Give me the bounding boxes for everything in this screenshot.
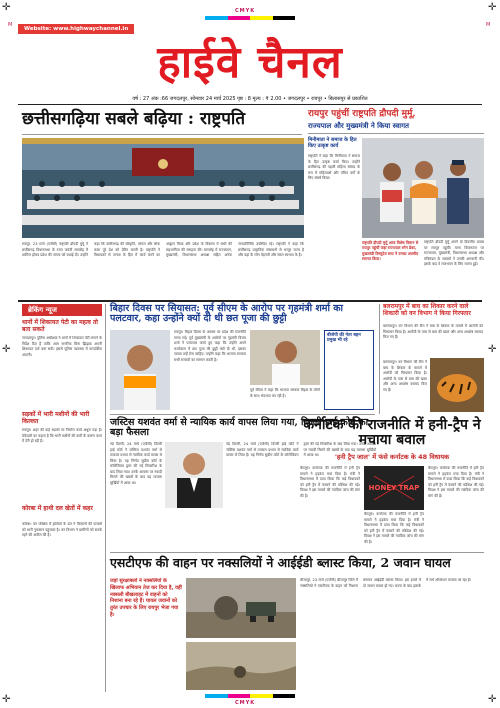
bihar-inset: बीजेपी की नेता बहन प्रमुख भी रहे — [327, 333, 361, 344]
breaking-item-body: कोरबा। वन परिक्षेत्र में हाथियों के दल ने किसानों की फसलों को भारी नुकसान पहुंचाया है। वन विभाग ने ग्रामीणों को सतर्क रहने की अपील की है। — [22, 522, 102, 538]
bihar-quote: पूर्व सीएम ने कहा कि भाजपा सरकार बिहार के लोगों के साथ भेदभाव कर रही है। — [250, 388, 320, 398]
website-url[interactable]: Website: www.highwaychannel.in — [18, 24, 134, 34]
divider — [308, 133, 484, 134]
justice-body: नई दिल्ली, 24 मार्च (एजेंसी) दिल्ली हाई कोर्ट ने जस्टिस यशवंत वर्मा से तत्काल प्रभाव से न्यायिक कार्य वापस ले लिया है। यह निर्णय सुप्रीम कोर्ट के कॉलेजियम द्वारा की गई सिफारिश के बाद लिया गया। उनके आवास पर नकदी मिलने की खबरों के बाद यह मामला सुर्खियों में आया था। — [110, 442, 162, 485]
ied-body: बीजापुर, 23 मार्च (एजेंसी) बीजापुर जिले में नक्सलियों ने एसटीएफ के वाहन को निशाना बनाकर आईईडी ब्लास्ट किया। इस हमले में दो जवान घायल हो गए। घटना के बाद इलाके में सर्च ऑपरेशन चलाया जा रहा है। — [300, 578, 472, 588]
bihar-body: रायपुर। बिहार दिवस के अवसर पर प्रदेश की राजनीति गरमा गई। पूर्व मुख्यमंत्री के आरोपों पर गृहमंत्री विजय शर्मा ने पलटवार करते हुए कहा कि उन्होंने अपने कार्यकाल में छठ पूजा की छुट्टी क्यों दी थी, इसका जवाब उन्हें देना चाहिए। उन्होंने कहा कि भाजपा सरकार सभी समाजों का सम्मान करती है। — [174, 330, 246, 362]
president-subhead: राज्यपाल और मुख्यमंत्री ने किया स्वागत — [308, 121, 409, 130]
president-caption: राष्ट्रपति द्रौपदी मुर्मू आज विशेष विमान से रायपुर पहुंचीं जहां राज्यपाल रमेन डेका, मुख्यमंत्री विष्णुदेव साय ने उनका आत्मीय स्वागत किया। — [362, 240, 419, 261]
president-photo — [362, 138, 484, 238]
tiger-photo — [430, 358, 484, 412]
justice-photo — [165, 442, 223, 508]
honeytrap-photo — [364, 466, 424, 510]
registration-mark: ✛ — [488, 694, 497, 705]
tiger-body-cont: बलरामपुर। वन विभाग की टीम ने बाघ के शिकार के मामले में आरोपी को गिरफ्तार किया है। आरोपी के पास से बाघ की खाल और अन्य अवशेष बरामद किए गए हैं। — [383, 360, 427, 392]
karnataka-body-cont: बेंगलुरु। कर्नाटक की राजनीति में हनी ट्रैप मामले ने हड़कंप मचा दिया है। मंत्री ने विधानसभा में दावा किया कि कई विधायकों को हनी ट्रैप में फंसाने की कोशिश की गई। विपक्ष ने इस मामले की न्यायिक जांच की मांग की है। — [364, 512, 424, 544]
minister-photo — [110, 330, 170, 410]
ied-side-text: जहां सुरक्षाबलों ने नक्सलियों के खिलाफ अभियान तेज कर दिया है, वहीं नक्सली बौखलाहट में वाहनों को निशाना बना रहे हैं। घायल जवानों को तुरंत उपचार के लिए रायपुर भेजा गया है। — [110, 578, 182, 618]
ex-cm-photo — [250, 330, 320, 385]
column-divider — [379, 304, 380, 414]
president-headline: रायपुर पहुंचीं राष्ट्रपति द्रौपदी मुर्मू, — [308, 109, 416, 119]
cmyk-label-top: CMYK — [235, 8, 256, 14]
cmyk-label-bottom: CMYK — [235, 700, 256, 706]
divider — [18, 104, 482, 105]
lead-headline: छत्तीसगढ़िया सबले बढ़िया : राष्ट्रपति — [22, 109, 246, 129]
divider — [18, 300, 482, 302]
president-body: राष्ट्रपति द्रौपदी मुर्मू अपने दो दिवसीय प्रवास पर रायपुर पहुंचीं। माना विमानतल पर राज्यपाल, मुख्यमंत्री, विधानसभा अध्यक्ष और मंत्रिमंडल के सदस्यों ने उनकी अगवानी की। इसके बाद वे राजभवन के लिए रवाना हुईं। — [424, 240, 484, 267]
karnataka-subhead: 'हनी ट्रैप जाल' में फंसे कर्नाटक के 48 विधायक — [334, 453, 450, 461]
tiger-headline: बलरामपुर में बाघ का शिकार करने वाले शिकारी को वन विभाग ने किया गिरफ्तार — [383, 303, 471, 317]
honeytrap-photo-label: HONEY TRAP — [368, 484, 420, 492]
registration-mark: ✛ — [488, 344, 497, 355]
breaking-item-title: कोरबा में हाथी दल खेतों में कहर — [22, 505, 93, 512]
ied-blast-photo — [186, 578, 296, 638]
justice-headline: जस्टिस यशवंत वर्मा से न्यायिक कार्य वापस लिया गया, दिल्ली हाई कोर्ट का बड़ा फैसला — [110, 417, 369, 439]
bihar-headline: बिहार दिवस पर सियासत: पूर्व सीएम के आरोप पर गृहमंत्री शर्मा का पलटवार, कहा उन्होंने क्यों दी थी छत पूजा की छुट्टी — [110, 303, 344, 325]
inset-body: राष्ट्रपति ने कहा कि मिनीमाता ने समाज के हित उत्कृष्ट कार्य किए। उन्होंने छत्तीसगढ़ की पहली महिला सांसद के रूप में महिलाओं और वंचित वर्गों के लिए संघर्ष किया। — [308, 154, 360, 181]
assembly-photo — [22, 138, 304, 238]
karnataka-headline: कर्नाटक की राजनीति में हनी-ट्रैप ने मचाया बवाल — [303, 417, 481, 449]
karnataka-body-right: बेंगलुरु। कर्नाटक की राजनीति में हनी ट्रैप मामले ने हड़कंप मचा दिया है। मंत्री ने विधानसभा में दावा किया कि कई विधायकों को हनी ट्रैप में फंसाने की कोशिश की गई। विपक्ष ने इस मामले की न्यायिक जांच की मांग की है। — [428, 466, 484, 498]
breaking-item-body: रायपुर। शहर की कई सड़कों पर निर्माण कार्य अधूरा पड़ा है। ठेकेदारों का कहना है कि भारी मशीनों की कमी के कारण काम में देरी हो रही है। — [22, 428, 102, 444]
color-bar-top — [205, 16, 295, 20]
breaking-item-title: थानों में शिकायत पेटी का महत्व तो बता सकते — [22, 319, 98, 333]
breaking-item-title: सड़कों में भारी मशीनों की भारी किल्लत — [22, 411, 90, 425]
divider — [110, 552, 484, 553]
bihar-inset-box — [324, 330, 374, 410]
lead-body: रायपुर, 23 मार्च (एजेंसी) राष्ट्रपति द्रौपदी मुर्मू ने छत्तीसगढ़ विधानसभा के रजत जयंती समारोह में शामिल होकर प्रदेश की जनता को बधाई दी। उन्होंने कहा कि छत्तीसगढ़ की संस्कृति, परंपरा और लोक कला पूरे देश को प्रेरित करती है। राष्ट्रपति ने विधायकों से जनता के हित में कार्य करने का आह्वान किया और प्रदेश के विकास में सभी की सहभागिता की सराहना की। समारोह में राज्यपाल, मुख्यमंत्री, विधानसभा अध्यक्ष सहित अनेक जनप्रतिनिधि उपस्थित रहे। राष्ट्रपति ने कहा कि छत्तीसगढ़ प्राकृतिक संसाधनों से भरपूर राज्य है और यहां के लोग मेहनती और सरल स्वभाव के हैं। — [22, 242, 304, 258]
registration-mark: ✛ — [2, 694, 11, 705]
breaking-news-label: ब्रेकिंग न्यूज — [22, 304, 102, 316]
masthead-title: हाईवे चैनल — [157, 37, 343, 88]
divider — [110, 414, 375, 415]
justice-body-cont: नई दिल्ली, 24 मार्च (एजेंसी) दिल्ली हाई कोर्ट ने जस्टिस यशवंत वर्मा से तत्काल प्रभाव से न्यायिक कार्य वापस ले लिया है। यह निर्णय सुप्रीम कोर्ट के कॉलेजियम द्वारा की गई सिफारिश के बाद लिया गया। उनके आवास पर नकदी मिलने की खबरों के बाद यह मामला सुर्खियों में आया था। — [226, 442, 376, 458]
divider — [22, 134, 302, 135]
column-divider — [105, 304, 106, 692]
inset-headline: मिनीमाता ने समाज के हित किए उत्कृष्ट कार्य — [308, 137, 357, 149]
registration-mark: ✛ — [488, 2, 497, 13]
margin-mark: M — [8, 22, 13, 28]
breaking-item-body: जगदलपुर। पुलिस अधीक्षक ने थानों में शिकायत पेटी लगाने के निर्देश दिए हैं ताकि आम नागरिक बिना झिझक अपनी शिकायत दर्ज करा सकें। इससे पुलिस व्यवस्था में पारदर्शिता आएगी। — [22, 336, 102, 357]
karnataka-body: बेंगलुरु। कर्नाटक की राजनीति में हनी ट्रैप मामले ने हड़कंप मचा दिया है। मंत्री ने विधानसभा में दावा किया कि कई विधायकों को हनी ट्रैप में फंसाने की कोशिश की गई। विपक्ष ने इस मामले की न्यायिक जांच की मांग की है। — [300, 466, 360, 498]
margin-mark: M — [486, 22, 491, 28]
ied-site-photo — [186, 642, 296, 690]
ied-headline: एसटीएफ की वाहन पर नक्सलियों ने आईईडी ब्लास्ट किया, 2 जवान घायल — [110, 555, 451, 570]
dateline: वर्ष : 27 अंक :66 जगदलपुर, सोमवार 24 मार्च 2025 पृष्ठ : 8 मूल्य : ₹ 2.00 • जगदलपुर • रायपुर • बिलासपुर से प्रकाशित — [132, 96, 368, 102]
color-bar-bottom — [205, 694, 295, 698]
registration-mark: ✛ — [2, 344, 11, 355]
tiger-body: बलरामपुर। वन विभाग की टीम ने बाघ के शिकार के मामले में आरोपी को गिरफ्तार किया है। आरोपी के पास से बाघ की खाल और अन्य अवशेष बरामद किए गए हैं। — [383, 324, 483, 340]
registration-mark: ✛ — [2, 2, 11, 13]
